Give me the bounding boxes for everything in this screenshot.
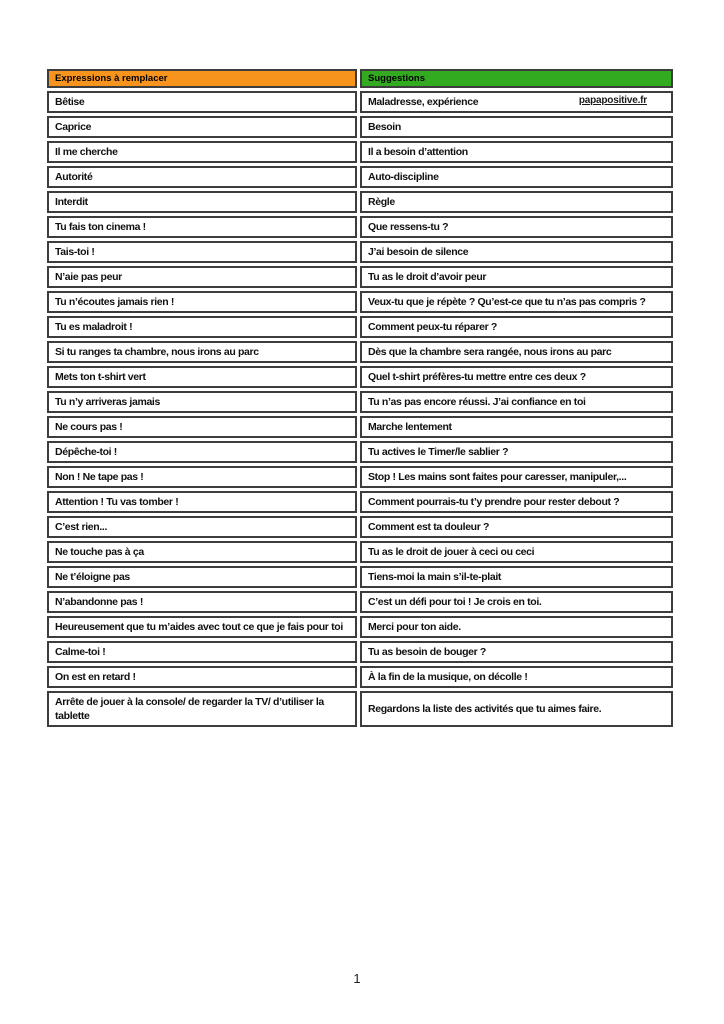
suggestion-text: Auto-discipline <box>368 171 439 183</box>
suggestion-cell <box>360 541 673 563</box>
expression-cell: Attention ! Tu vas tomber ! <box>47 491 357 513</box>
table-row <box>47 141 673 163</box>
suggestion-cell <box>360 91 673 113</box>
expression-cell: Calme-toi ! <box>47 641 357 663</box>
suggestion-text: Il a besoin d’attention <box>368 146 468 158</box>
suggestion-text: Veux-tu que je répète ? Qu’est-ce que tu n’as pas compris ? <box>368 296 646 308</box>
header-expressions: Expressions à remplacer <box>47 69 357 88</box>
expression-cell: Tais-toi ! <box>47 241 357 263</box>
suggestion-text: À la fin de la musique, on décolle ! <box>368 671 528 683</box>
expression-cell: Non ! Ne tape pas ! <box>47 466 357 488</box>
expression-cell: C’est rien... <box>47 516 357 538</box>
suggestion-cell <box>360 491 673 513</box>
suggestion-text: Tu actives le Timer/le sablier ? <box>368 446 509 458</box>
table-row <box>47 691 673 727</box>
suggestion-text: Merci pour ton aide. <box>368 621 461 633</box>
table-row <box>47 591 673 613</box>
table-row <box>47 566 673 588</box>
table-row <box>47 266 673 288</box>
suggestion-cell <box>360 441 673 463</box>
table-row <box>47 516 673 538</box>
expression-cell: N’aie pas peur <box>47 266 357 288</box>
suggestion-cell <box>360 366 673 388</box>
suggestion-cell <box>360 516 673 538</box>
expression-cell: Bêtise <box>47 91 357 113</box>
table-row <box>47 416 673 438</box>
table-row <box>47 316 673 338</box>
papapositive-link[interactable]: papapositive.fr <box>578 95 647 106</box>
table-row <box>47 616 673 638</box>
table-row <box>47 491 673 513</box>
suggestion-text: C’est un défi pour toi ! Je crois en toi. <box>368 596 542 608</box>
table-row <box>47 216 673 238</box>
suggestion-cell <box>360 166 673 188</box>
suggestion-cell <box>360 666 673 688</box>
expression-cell: Arrête de jouer à la console/ de regarder la TV/ d’utiliser la tablette <box>47 691 357 727</box>
expression-cell: Caprice <box>47 116 357 138</box>
table-row <box>47 91 673 113</box>
suggestion-cell <box>360 466 673 488</box>
suggestion-text: J’ai besoin de silence <box>368 246 469 258</box>
suggestion-text: Tiens-moi la main s’il-te-plait <box>368 571 502 583</box>
table-body <box>47 91 673 727</box>
expression-cell: Tu es maladroit ! <box>47 316 357 338</box>
expression-cell: N’abandonne pas ! <box>47 591 357 613</box>
suggestion-cell <box>360 266 673 288</box>
table-row <box>47 116 673 138</box>
expression-cell: On est en retard ! <box>47 666 357 688</box>
table-row <box>47 466 673 488</box>
suggestion-cell <box>360 141 673 163</box>
table-row <box>47 241 673 263</box>
suggestion-cell <box>360 316 673 338</box>
expression-cell: Ne t’éloigne pas <box>47 566 357 588</box>
suggestion-cell <box>360 641 673 663</box>
expression-cell: Tu n’écoutes jamais rien ! <box>47 291 357 313</box>
suggestion-cell <box>360 391 673 413</box>
expression-cell: Dépêche-toi ! <box>47 441 357 463</box>
suggestion-text: Stop ! Les mains sont faites pour caresser, manipuler,... <box>368 471 627 483</box>
table-row <box>47 191 673 213</box>
suggestion-text: Besoin <box>368 121 401 133</box>
suggestion-cell <box>360 191 673 213</box>
suggestion-cell <box>360 691 673 727</box>
suggestion-text: Comment pourrais-tu t’y prendre pour rester debout ? <box>368 496 620 508</box>
expression-cell: Tu n’y arriveras jamais <box>47 391 357 413</box>
expression-cell: Si tu ranges ta chambre, nous irons au parc <box>47 341 357 363</box>
suggestion-text: Tu as le droit d’avoir peur <box>368 271 487 283</box>
suggestion-text: Quel t-shirt préfères-tu mettre entre ces deux ? <box>368 371 586 383</box>
table-row <box>47 441 673 463</box>
suggestion-text: Tu n’as pas encore réussi. J’ai confiance en toi <box>368 396 586 408</box>
suggestion-cell <box>360 116 673 138</box>
suggestion-cell <box>360 416 673 438</box>
suggestion-cell <box>360 291 673 313</box>
suggestion-cell <box>360 566 673 588</box>
suggestion-text: Regardons la liste des activités que tu aimes faire. <box>368 703 602 715</box>
suggestion-text: Que ressens-tu ? <box>368 221 449 233</box>
expression-cell: Ne cours pas ! <box>47 416 357 438</box>
suggestion-text: Tu as besoin de bouger ? <box>368 646 487 658</box>
suggestion-text: Dès que la chambre sera rangée, nous irons au parc <box>368 346 612 358</box>
table-row <box>47 541 673 563</box>
suggestion-cell <box>360 241 673 263</box>
expressions-table <box>44 66 676 730</box>
expression-cell: Mets ton t-shirt vert <box>47 366 357 388</box>
table-row <box>47 291 673 313</box>
suggestion-cell <box>360 591 673 613</box>
header-suggestions: Suggestions <box>360 69 673 88</box>
expression-cell: Interdit <box>47 191 357 213</box>
table-row <box>47 166 673 188</box>
suggestion-cell <box>360 216 673 238</box>
suggestion-text: Comment peux-tu réparer ? <box>368 321 497 333</box>
expression-cell: Heureusement que tu m’aides avec tout ce que je fais pour toi <box>47 616 357 638</box>
suggestion-text: Marche lentement <box>368 421 452 433</box>
expression-cell: Ne touche pas à ça <box>47 541 357 563</box>
expression-cell: Autorité <box>47 166 357 188</box>
table-row <box>47 341 673 363</box>
suggestion-text: Règle <box>368 196 395 208</box>
suggestion-text: Comment est ta douleur ? <box>368 521 490 533</box>
table-row <box>47 391 673 413</box>
suggestion-cell <box>360 341 673 363</box>
table-header-row <box>47 69 673 88</box>
page-number: 1 <box>353 971 361 986</box>
table-row <box>47 666 673 688</box>
table-row <box>47 366 673 388</box>
expression-cell: Il me cherche <box>47 141 357 163</box>
suggestion-text: Maladresse, expérience <box>368 96 479 108</box>
suggestion-text: Tu as le droit de jouer à ceci ou ceci <box>368 546 535 558</box>
table-row <box>47 641 673 663</box>
suggestion-cell <box>360 616 673 638</box>
expression-cell: Tu fais ton cinema ! <box>47 216 357 238</box>
